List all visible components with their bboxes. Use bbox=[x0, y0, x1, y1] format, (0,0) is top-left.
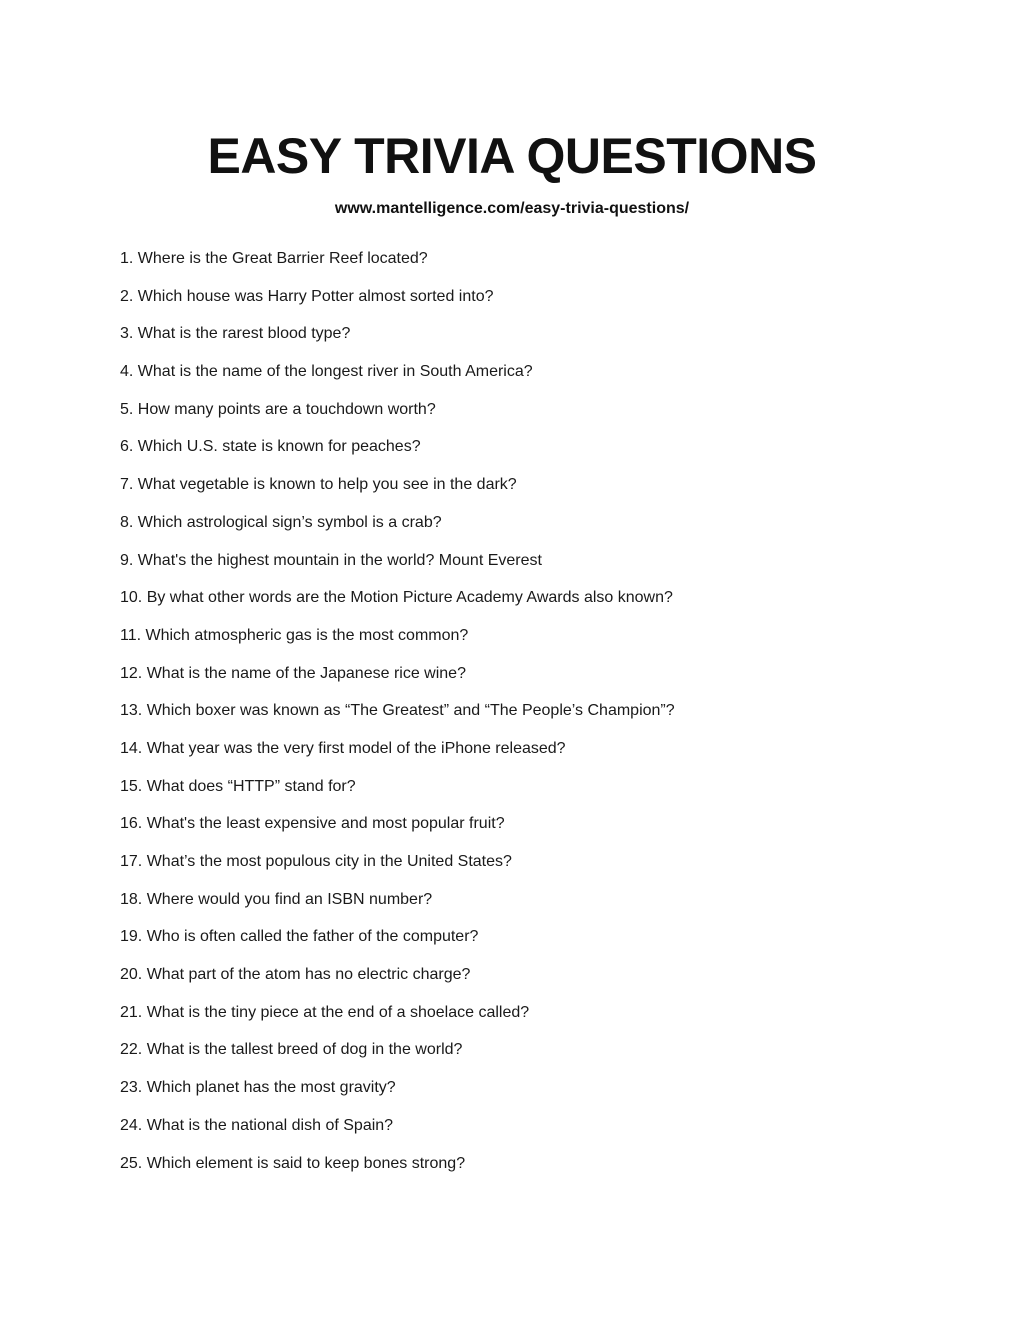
question-item: 22. What is the tallest breed of dog in the world? bbox=[120, 1041, 463, 1059]
question-item: 1. Where is the Great Barrier Reef located? bbox=[120, 250, 428, 267]
question-item: 3. What is the rarest blood type? bbox=[120, 325, 351, 343]
question-item: 11. Which atmospheric gas is the most common? bbox=[120, 626, 469, 644]
question-item: 5. How many points are a touchdown worth? bbox=[120, 400, 436, 418]
question-item: 6. Which U.S. state is known for peaches? bbox=[120, 438, 421, 456]
question-item: 14. What year was the very first model of the iPhone released? bbox=[120, 739, 566, 757]
question-item: 17. What’s the most populous city in the United States? bbox=[120, 853, 512, 870]
question-item: 20. What part of the atom has no electric charge? bbox=[120, 966, 471, 984]
question-item: 15. What does “HTTP” stand for? bbox=[120, 777, 356, 795]
page-title: EASY TRIVIA QUESTIONS bbox=[207, 128, 817, 184]
question-item: 19. Who is often called the father of the computer? bbox=[120, 928, 479, 946]
question-item: 23. Which planet has the most gravity? bbox=[120, 1079, 396, 1097]
question-item: 8. Which astrological sign’s symbol is a crab? bbox=[120, 513, 442, 531]
question-item: 13. Which boxer was known as “The Greatest” and “The People’s Champion”? bbox=[120, 702, 675, 720]
source-url: www.mantelligence.com/easy-trivia-questions/ bbox=[334, 200, 690, 217]
question-item: 12. What is the name of the Japanese rice wine? bbox=[120, 664, 466, 682]
question-item: 7. What vegetable is known to help you see in the dark? bbox=[120, 476, 517, 494]
question-list bbox=[120, 247, 880, 1189]
question-item: 18. Where would you find an ISBN number? bbox=[120, 890, 433, 908]
question-item: 2. Which house was Harry Potter almost sorted into? bbox=[120, 287, 494, 305]
question-item: 21. What is the tiny piece at the end of a shoelace called? bbox=[120, 1003, 530, 1021]
question-item: 25. Which element is said to keep bones strong? bbox=[120, 1154, 466, 1172]
question-item: 16. What's the least expensive and most popular fruit? bbox=[120, 815, 505, 833]
question-item: 10. By what other words are the Motion Picture Academy Awards also known? bbox=[120, 589, 673, 607]
question-item: 24. What is the national dish of Spain? bbox=[120, 1116, 394, 1134]
question-item: 4. What is the name of the longest river in South America? bbox=[120, 363, 533, 381]
question-item: 9. What's the highest mountain in the world? Mount Everest bbox=[120, 551, 542, 569]
